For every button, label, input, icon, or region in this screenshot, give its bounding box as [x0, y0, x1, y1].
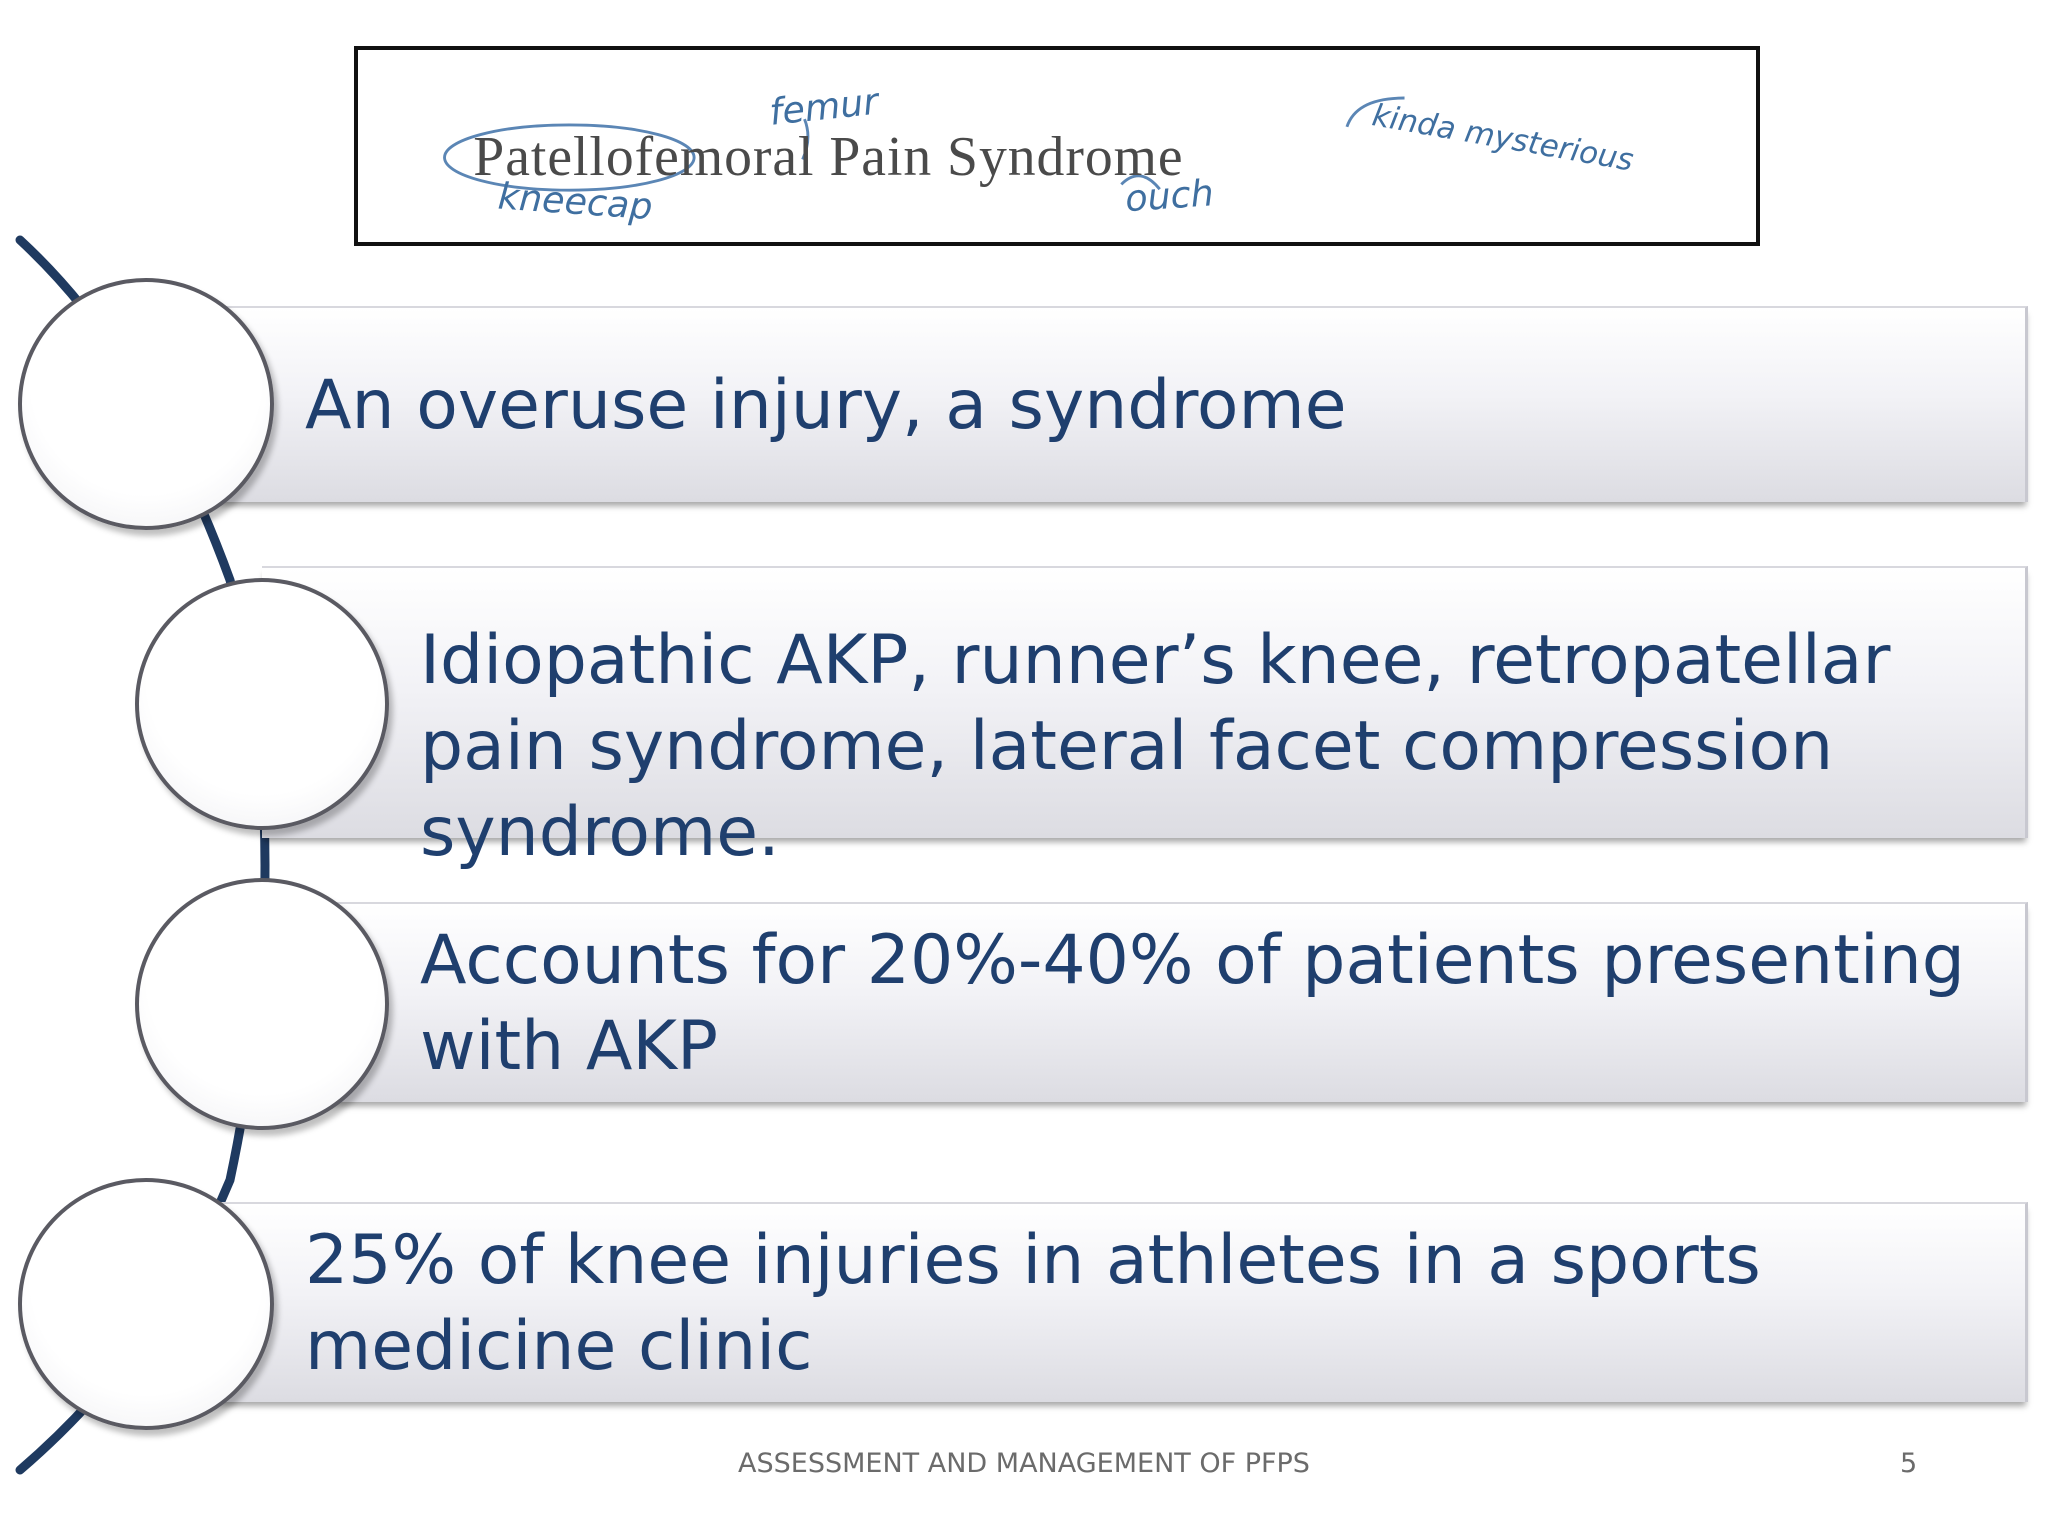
annotation-kneecap: kneecap	[496, 174, 654, 229]
page-number: 5	[1900, 1448, 1918, 1479]
list-item-4	[150, 1202, 2028, 1402]
list-item-2	[262, 566, 2028, 872]
title-logo	[358, 50, 1756, 242]
bullet-circle-1	[18, 278, 274, 530]
bullet-circle-3	[135, 878, 389, 1130]
annotation-mysterious: kinda mysterious	[1369, 97, 1637, 179]
title-banner	[354, 46, 1760, 246]
list-item-3	[262, 902, 2028, 1102]
footer-title: ASSESSMENT AND MANAGEMENT OF PFPS	[738, 1448, 1310, 1479]
item-4-text: 25% of knee injuries in athletes in a sports medicine clinic	[305, 1221, 1761, 1386]
annotation-ouch: ouch	[1123, 171, 1216, 221]
list-item-1	[150, 306, 2028, 502]
item-1-text: An overuse injury, a syndrome	[305, 366, 1347, 445]
item-3-text: Accounts for 20%-40% of patients presenting with AKP	[420, 921, 1965, 1086]
bullet-circle-4	[18, 1178, 274, 1430]
main-title: Patellofemoral Pain Syndrome	[473, 125, 1184, 188]
annotation-femur: femur	[767, 79, 881, 134]
item-2-text: Idiopathic AKP, runner’s knee, retropatellar pain syndrome, lateral facet compression syndrome.	[420, 621, 1891, 872]
bullet-circle-2	[135, 578, 389, 830]
